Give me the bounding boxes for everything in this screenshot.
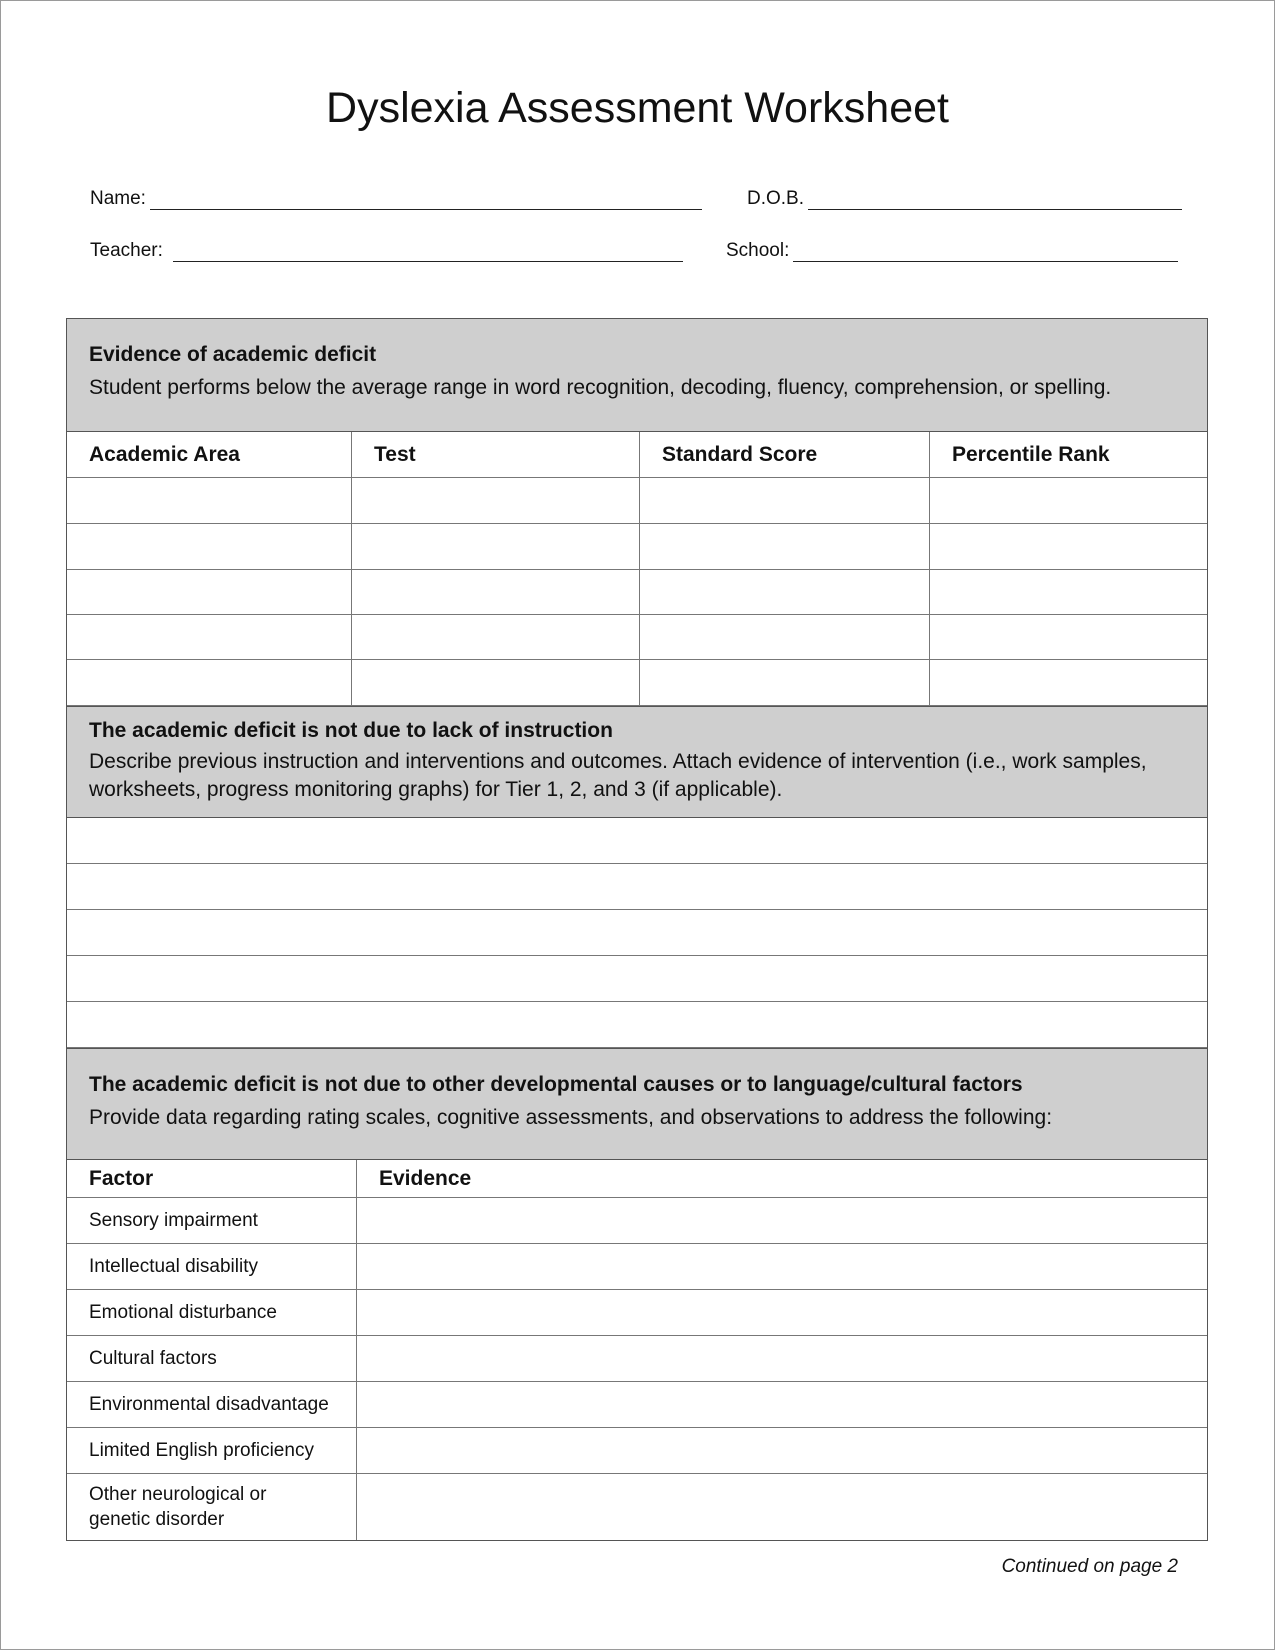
dob-label: D.O.B. <box>747 188 805 209</box>
col-percentile-rank: Percentile Rank <box>952 442 1110 466</box>
evidence-cell[interactable] <box>357 1382 1207 1427</box>
section3-heading: The academic deficit is not due to other developmental causes or to language/cultural factors <box>89 1073 1023 1096</box>
test-cell[interactable] <box>352 660 640 705</box>
evidence-cell[interactable] <box>357 1290 1207 1335</box>
teacher-line[interactable] <box>173 241 683 262</box>
instruction-row[interactable] <box>67 956 1207 1002</box>
section-developmental-causes <box>67 1048 1207 1160</box>
academic-area-cell[interactable] <box>67 570 352 614</box>
standard-score-cell[interactable] <box>640 660 930 705</box>
section2-heading: The academic deficit is not due to lack of instruction <box>89 719 613 742</box>
section1-description: Student performs below the average range in word recognition, decoding, fluency, comprehension, or spelling. <box>89 376 1112 399</box>
name-label: Name: <box>90 188 146 209</box>
dob-field[interactable] <box>747 188 1182 210</box>
evidence-cell[interactable] <box>357 1336 1207 1381</box>
academic-area-cell[interactable] <box>67 660 352 705</box>
col-factor: Factor <box>67 1160 357 1197</box>
percentile-rank-cell[interactable] <box>930 524 1207 569</box>
standard-score-cell[interactable] <box>640 615 930 659</box>
col-test: Test <box>352 432 640 477</box>
section3-header-row <box>67 1160 1207 1198</box>
standard-score-cell[interactable] <box>640 478 930 523</box>
factor-row[interactable] <box>67 1198 1207 1244</box>
factor-label: Other neurological or genetic disorder <box>67 1474 357 1540</box>
test-cell[interactable] <box>352 524 640 569</box>
col-academic-area: Academic Area <box>67 432 352 477</box>
factor-row[interactable] <box>67 1244 1207 1290</box>
table-row[interactable] <box>67 660 1207 706</box>
col-standard-score: Standard Score <box>640 432 930 477</box>
factor-label: Sensory impairment <box>67 1198 357 1243</box>
assessment-table <box>66 318 1208 1541</box>
academic-area-cell[interactable] <box>67 524 352 569</box>
instruction-row[interactable] <box>67 1002 1207 1048</box>
section3-description: Provide data regarding rating scales, cognitive assessments, and observations to address the following: <box>89 1106 1053 1129</box>
factor-row[interactable] <box>67 1382 1207 1428</box>
section-lack-of-instruction <box>67 706 1207 818</box>
factor-row[interactable] <box>67 1474 1207 1540</box>
standard-score-cell[interactable] <box>640 524 930 569</box>
test-cell[interactable] <box>352 478 640 523</box>
section-academic-deficit <box>67 319 1207 432</box>
factor-row[interactable] <box>67 1428 1207 1474</box>
instruction-row[interactable] <box>67 818 1207 864</box>
factor-row[interactable] <box>67 1336 1207 1382</box>
instruction-row[interactable] <box>67 910 1207 956</box>
percentile-rank-cell[interactable] <box>930 615 1207 659</box>
section2-description-line1: Describe previous instruction and interventions and outcomes. Attach evidence of intervention (i.e., work samples, <box>89 750 1147 773</box>
school-field[interactable] <box>726 240 1178 262</box>
percentile-rank-cell[interactable] <box>930 570 1207 614</box>
section1-header-row <box>67 432 1207 478</box>
factor-row[interactable] <box>67 1290 1207 1336</box>
factor-label: Cultural factors <box>67 1336 357 1381</box>
table-row[interactable] <box>67 615 1207 660</box>
continued-note: Continued on page 2 <box>1001 1556 1178 1577</box>
teacher-field[interactable] <box>90 240 683 262</box>
factor-label: Intellectual disability <box>67 1244 357 1289</box>
table-row[interactable] <box>67 478 1207 524</box>
evidence-cell[interactable] <box>357 1474 1207 1540</box>
evidence-cell[interactable] <box>357 1198 1207 1243</box>
factor-label: Environmental disadvantage <box>67 1382 357 1427</box>
page-title: Dyslexia Assessment Worksheet <box>326 84 949 132</box>
instruction-row[interactable] <box>67 864 1207 910</box>
evidence-cell[interactable] <box>357 1244 1207 1289</box>
standard-score-cell[interactable] <box>640 570 930 614</box>
teacher-label: Teacher: <box>90 240 163 261</box>
section2-description-line2: worksheets, progress monitoring graphs) for Tier 1, 2, and 3 (if applicable). <box>89 778 783 801</box>
academic-area-cell[interactable] <box>67 615 352 659</box>
table-row[interactable] <box>67 570 1207 615</box>
percentile-rank-cell[interactable] <box>930 660 1207 705</box>
test-cell[interactable] <box>352 570 640 614</box>
dob-line[interactable] <box>808 189 1182 210</box>
name-field[interactable] <box>90 188 702 210</box>
section1-heading: Evidence of academic deficit <box>89 343 377 366</box>
school-line[interactable] <box>793 241 1178 262</box>
school-label: School: <box>726 240 790 261</box>
factor-label: Limited English proficiency <box>67 1428 357 1473</box>
evidence-cell[interactable] <box>357 1428 1207 1473</box>
col-evidence: Evidence <box>379 1166 472 1190</box>
percentile-rank-cell[interactable] <box>930 478 1207 523</box>
name-line[interactable] <box>150 189 702 210</box>
table-row[interactable] <box>67 524 1207 570</box>
factor-label: Emotional disturbance <box>67 1290 357 1335</box>
test-cell[interactable] <box>352 615 640 659</box>
academic-area-cell[interactable] <box>67 478 352 523</box>
